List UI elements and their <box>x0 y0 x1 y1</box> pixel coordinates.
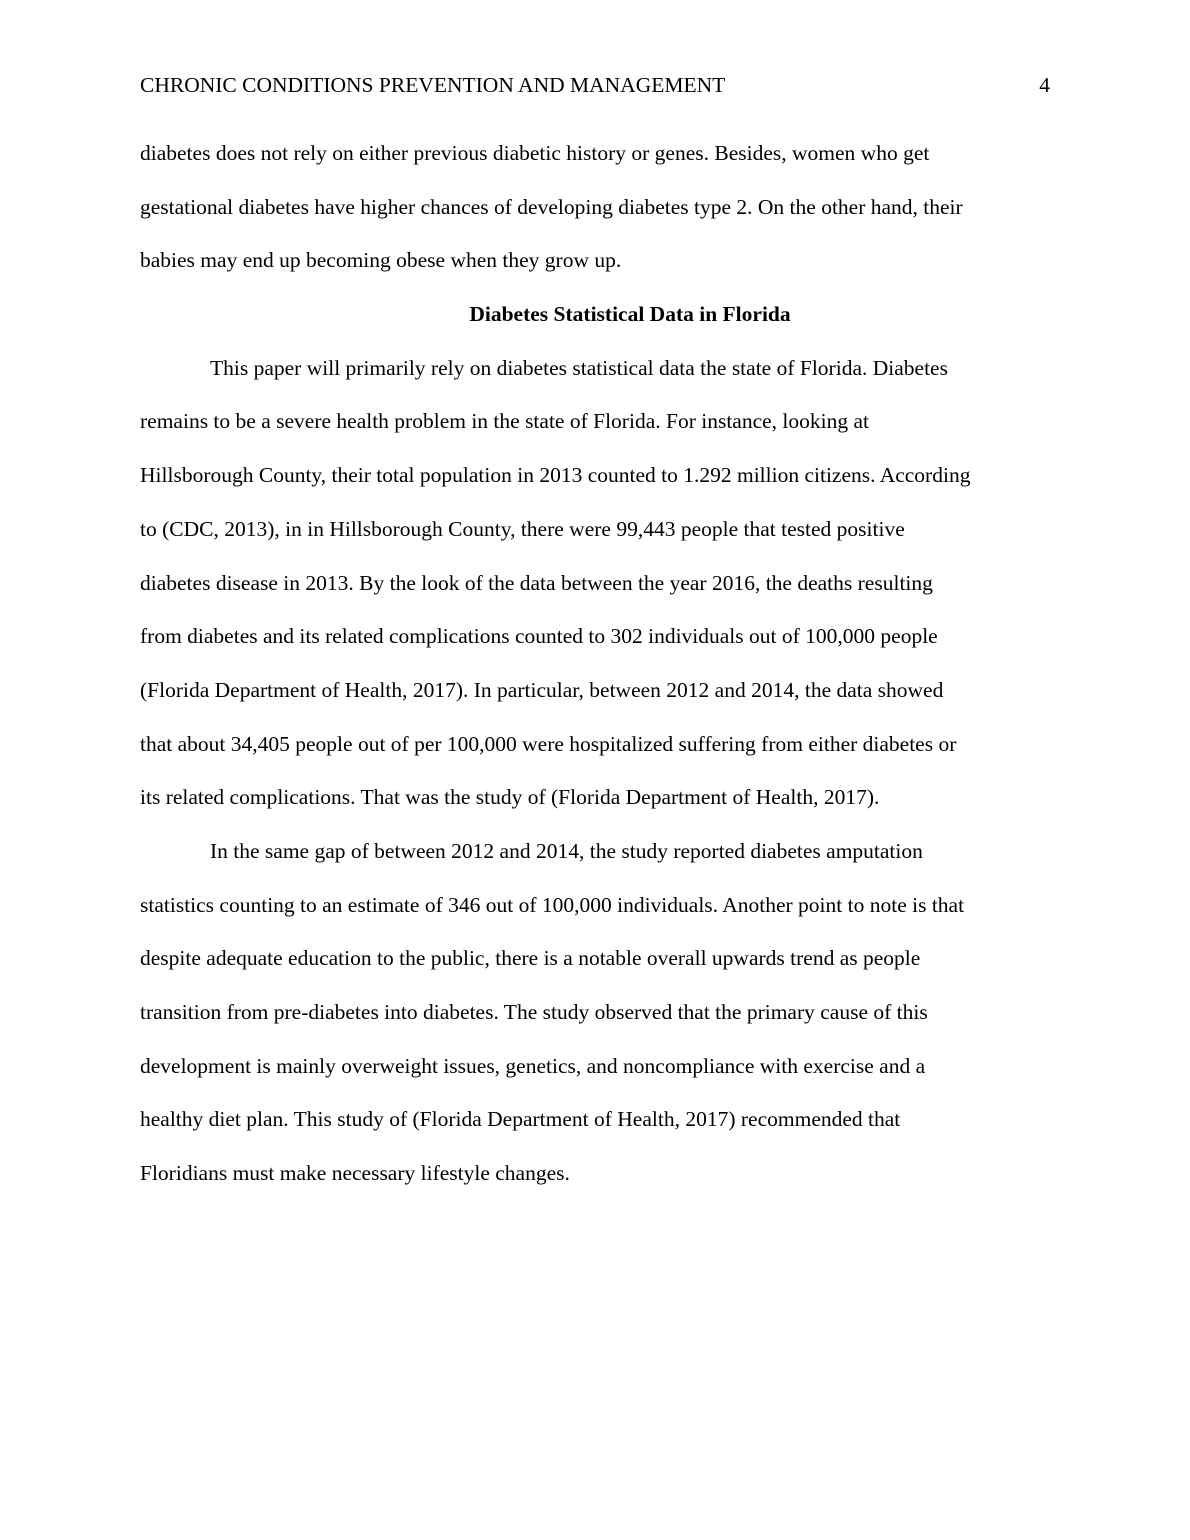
paragraph <box>140 342 1050 825</box>
text-line: diabetes does not rely on either previous diabetic history or genes. Besides, women who get <box>140 141 930 165</box>
text-line: from diabetes and its related complications counted to 302 individuals out of 100,000 people <box>140 624 938 649</box>
text-line: babies may end up becoming obese when they grow up. <box>140 248 622 273</box>
text-line: Hillsborough County, their total population in 2013 counted to 1.292 million citizens. According <box>140 463 971 488</box>
text-line: statistics counting to an estimate of 346 out of 100,000 individuals. Another point to note is that <box>140 892 965 917</box>
continuation-paragraph <box>140 127 1050 288</box>
text-line: remains to be a severe health problem in the state of Florida. For instance, looking at <box>140 409 870 434</box>
page-number: 4 <box>1039 73 1050 97</box>
text-line: Floridians must make necessary lifestyle changes. <box>140 1161 570 1186</box>
running-head <box>140 70 1050 100</box>
text-line: healthy diet plan. This study of (Florida Department of Health, 2017) recommended that <box>140 1107 901 1132</box>
text-line: to (CDC, 2013), in in Hillsborough County, there were 99,443 people that tested positive <box>140 516 905 541</box>
running-head-title: CHRONIC CONDITIONS PREVENTION AND MANAGEMENT <box>140 73 726 97</box>
text-line: This paper will primarily rely on diabetes statistical data the state of Florida. Diabetes <box>210 355 948 380</box>
text-line: In the same gap of between 2012 and 2014, the study reported diabetes amputation <box>210 838 923 863</box>
text-line: transition from pre-diabetes into diabetes. The study observed that the primary cause of this <box>140 1000 928 1024</box>
text-line: gestational diabetes have higher chances of developing diabetes type 2. On the other hand, their <box>140 194 963 219</box>
text-line: that about 34,405 people out of per 100,000 were hospitalized suffering from either diabetes or <box>140 731 957 756</box>
text-line: despite adequate education to the public, there is a notable overall upwards trend as people <box>140 946 921 971</box>
body-text <box>140 127 1050 1201</box>
section-heading: Diabetes Statistical Data in Florida <box>469 302 791 327</box>
paragraph <box>140 825 1050 1201</box>
text-line: development is mainly overweight issues, genetics, and noncompliance with exercise and a <box>140 1053 926 1078</box>
text-line: its related complications. That was the study of (Florida Department of Health, 2017). <box>140 785 880 810</box>
text-line: diabetes disease in 2013. By the look of the data between the year 2016, the deaths resulting <box>140 570 933 595</box>
text-line: (Florida Department of Health, 2017). In particular, between 2012 and 2014, the data showed <box>140 677 944 702</box>
